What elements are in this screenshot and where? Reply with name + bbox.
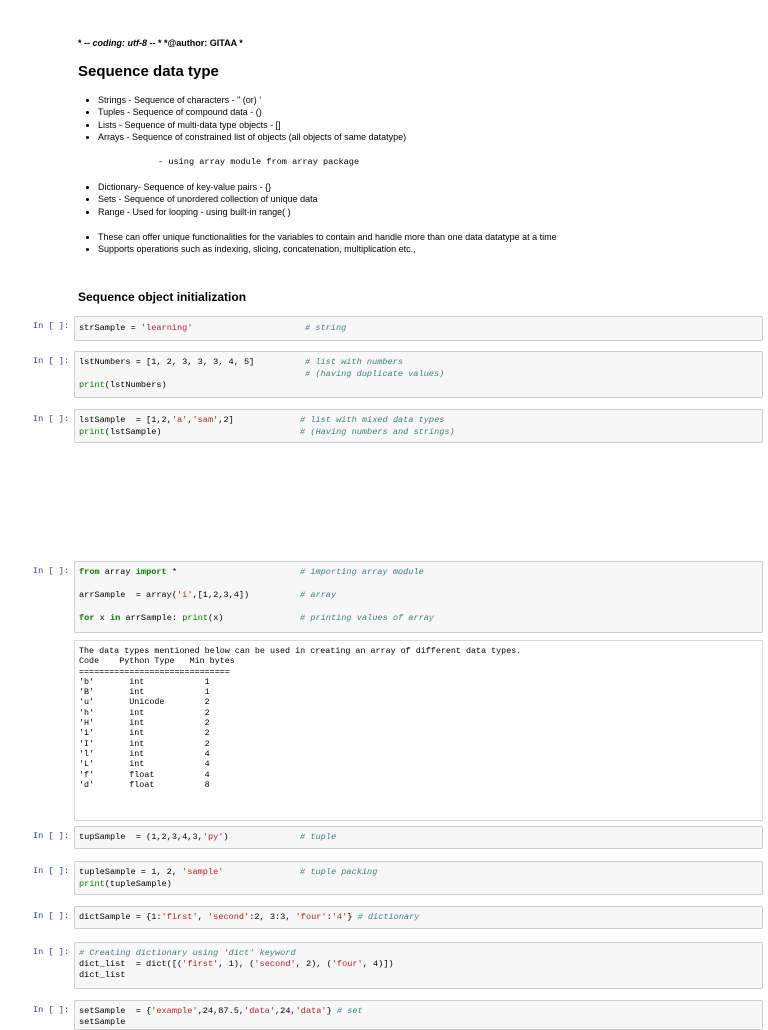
cell-prompt: In [ ]: [33,866,70,876]
list-item: • Arrays - Sequence of constrained list of objects (all objects of same datatype) [98,131,406,143]
code-comment: # tuple packing [300,867,378,877]
list-item: • Sets - Sequence of unordered collection of unique data [98,193,318,205]
cell-prompt: In [ ]: [33,947,70,957]
code-cell-6[interactable] [74,861,763,895]
code-line: for x in arrSample: print(x) [79,613,224,623]
cell-prompt: In [ ]: [33,321,70,331]
code-comment: # tuple [300,832,337,842]
code-cell-1[interactable] [74,316,763,341]
code-line: print(lstSample) [79,427,162,437]
code-line: dictSample = {1:'first', 'second':2, 3:3, 'four':'4'} # dictionary [79,912,420,922]
list-item: • Tuples - Sequence of compound data - () [98,106,406,118]
array-typecode-table: The data types mentioned below can be used in creating an array of different data types. Code Python Type Min bytes ============================== 'b' int 1 'B' int 1 'u' Unicode 2 'h' int 2 'H' int 2 'i' int 2 'I' int 2 'l' int 4 'L' int 4 'f' float 4 'd' float 8 [79,646,522,790]
code-cell-2[interactable] [74,351,763,398]
code-comment: # (Having numbers and strings) [300,427,455,437]
code-comment: # printing values of array [300,613,435,623]
bullet-list-1 [80,94,406,144]
list-item: • Strings - Sequence of characters - " (or) ' [98,94,406,106]
code-comment: # (having duplicate values) [305,369,445,379]
code-line: tupSample = (1,2,3,4,3,'py') [79,832,229,842]
bullet-list-3 [80,231,557,256]
author-line: * -- coding: utf-8 -- * *@author: GITAA * [78,38,243,48]
code-comment: # Creating dictionary using 'dict' keyword [79,948,296,958]
code-cell-4[interactable] [74,561,763,633]
code-cell-9[interactable] [74,1000,763,1030]
code-line: setSample = {'example',24,87.5,'data',24,'data'} # set [79,1006,363,1016]
section-title: Sequence object initialization [78,290,247,304]
code-line: lstNumbers = [1, 2, 3, 3, 3, 4, 5] [79,357,255,367]
list-item: • These can offer unique functionalities for the variables to contain and handle more than one data datatype at a time [98,231,557,243]
code-line: print(tupleSample) [79,879,172,889]
code-line: strSample = 'learning' [79,323,193,333]
code-comment: # string [305,323,347,333]
list-item: • Lists - Sequence of multi-data type objects - [] [98,119,406,131]
list-item: • Range - Used for looping - using built-in range( ) [98,206,318,218]
bullet-list-2 [80,181,318,218]
code-line: dict_list = dict([('first', 1), ('second', 2), ('four', 4)]) [79,959,394,969]
list-item: • Supports operations such as indexing, slicing, concatenation, multiplication etc., [98,243,557,255]
code-line: from array import * [79,567,178,577]
code-cell-5[interactable] [74,826,763,849]
cell-prompt: In [ ]: [33,356,70,366]
code-line: dict_list [79,970,126,980]
page-title: Sequence data type [78,63,219,80]
cell-prompt: In [ ]: [33,566,70,576]
code-cell-3[interactable] [74,409,763,443]
code-comment: # array [300,590,337,600]
cell-prompt: In [ ]: [33,414,70,424]
cell-prompt: In [ ]: [33,831,70,841]
code-comment: # importing array module [300,567,424,577]
code-comment: # list with mixed data types [300,415,445,425]
code-comment: # list with numbers [305,357,403,367]
cell-output [74,640,763,821]
code-cell-7[interactable] [74,906,763,929]
cell-prompt: In [ ]: [33,911,70,921]
code-line: arrSample = array('i',[1,2,3,4]) [79,590,250,600]
list-item: • Dictionary- Sequence of key-value pairs - {} [98,181,318,193]
code-line: print(lstNumbers) [79,380,167,390]
array-note: - using array module from array package [158,157,360,167]
code-line: tupleSample = 1, 2, 'sample' [79,867,224,877]
cell-prompt: In [ ]: [33,1005,70,1015]
code-line: setSample [79,1017,126,1027]
code-line: lstSample = [1,2,'a','sam',2] [79,415,234,425]
code-cell-8[interactable] [74,942,763,989]
